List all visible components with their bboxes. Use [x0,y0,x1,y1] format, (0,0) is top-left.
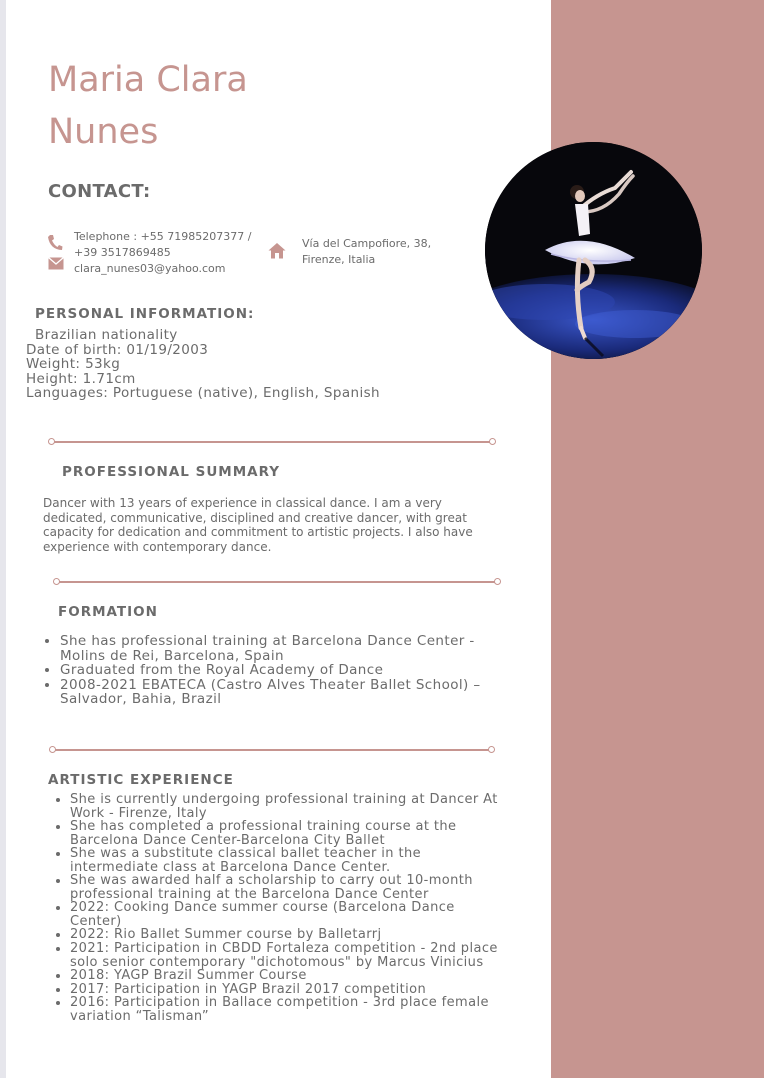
personal-info-item: Height: 1.71cm [26,370,136,387]
phone-number: Telephone : +55 71985207377 / +39 3517869485 [74,230,252,259]
email-address[interactable]: clara_nunes03@yahoo.com [74,262,226,275]
section-divider [53,577,501,587]
formation-heading: FORMATION [58,604,158,620]
artistic-experience-list [53,793,510,1023]
professional-summary-heading: PROFESSIONAL SUMMARY [62,464,281,480]
home-icon [268,242,286,259]
name-first-line: Maria Clara [48,60,248,100]
experience-item: • She has completed a professional training course at the Barcelona Dance Center-Barcelona City Ballet [70,820,510,847]
section-divider [49,745,495,755]
profile-photo [485,142,702,359]
phone-icon [47,234,63,251]
candidate-name [48,54,348,158]
professional-summary-text: Dancer with 13 years of experience in classical dance. I am a very dedicated, communicative, disciplined and creative dancer, with great capacity for dedication and commitment to artistic projects. I also have experience with contemporary dance. [43,496,473,554]
formation-item: • She has professional training at Barcelona Dance Center - Molins de Rei, Barcelona, Spain [60,634,490,663]
personal-info-item: Date of birth: 01/19/2003 [26,341,209,358]
experience-item: • 2017: Participation in YAGP Brazil 2017 competition [70,983,510,997]
experience-item: • 2022: Rio Ballet Summer course by Balletarrj [70,928,510,942]
personal-info-item: Brazilian nationality [35,327,178,343]
name-second-line: Nunes [48,112,159,152]
experience-item: • She is currently undergoing professional training at Dancer At Work - Firenze, Italy [70,793,510,820]
artistic-experience-heading: ARTISTIC EXPERIENCE [48,772,234,788]
contact-heading: CONTACT: [48,181,151,202]
experience-item: • 2016: Participation in Ballace competition - 3rd place female variation “Talisman” [70,996,510,1023]
personal-information-heading: PERSONAL INFORMATION: [35,306,255,322]
personal-information-list [26,328,380,401]
address: Vía del Campofiore, 38, Firenze, Italia [302,237,432,266]
experience-item: • She was awarded half a scholarship to carry out 10-month professional training at the Barcelona Dance Center [70,874,510,901]
experience-item: • 2018: YAGP Brazil Summer Course [70,969,510,983]
experience-item: • 2022: Cooking Dance summer course (Barcelona Dance Center) [70,901,510,928]
experience-item: • She was a substitute classical ballet teacher in the intermediate class at Barcelona Dance Center. [70,847,510,874]
formation-list [43,634,490,707]
personal-info-item: Weight: 53kg [26,356,121,373]
formation-item: • 2008-2021 EBATECA (Castro Alves Theater Ballet School) – Salvador, Bahia, Brazil [60,678,490,707]
experience-item: • 2021: Participation in CBDD Fortaleza competition - 2nd place solo senior contemporary "dichotomous" by Marcus Vinicius [70,942,510,969]
page-edge [0,0,6,1078]
formation-item: • Graduated from the Royal Academy of Dance [60,663,490,678]
mail-icon [48,257,64,270]
personal-info-item: Languages: Portuguese (native), English, Spanish [26,385,380,402]
section-divider [48,437,496,447]
